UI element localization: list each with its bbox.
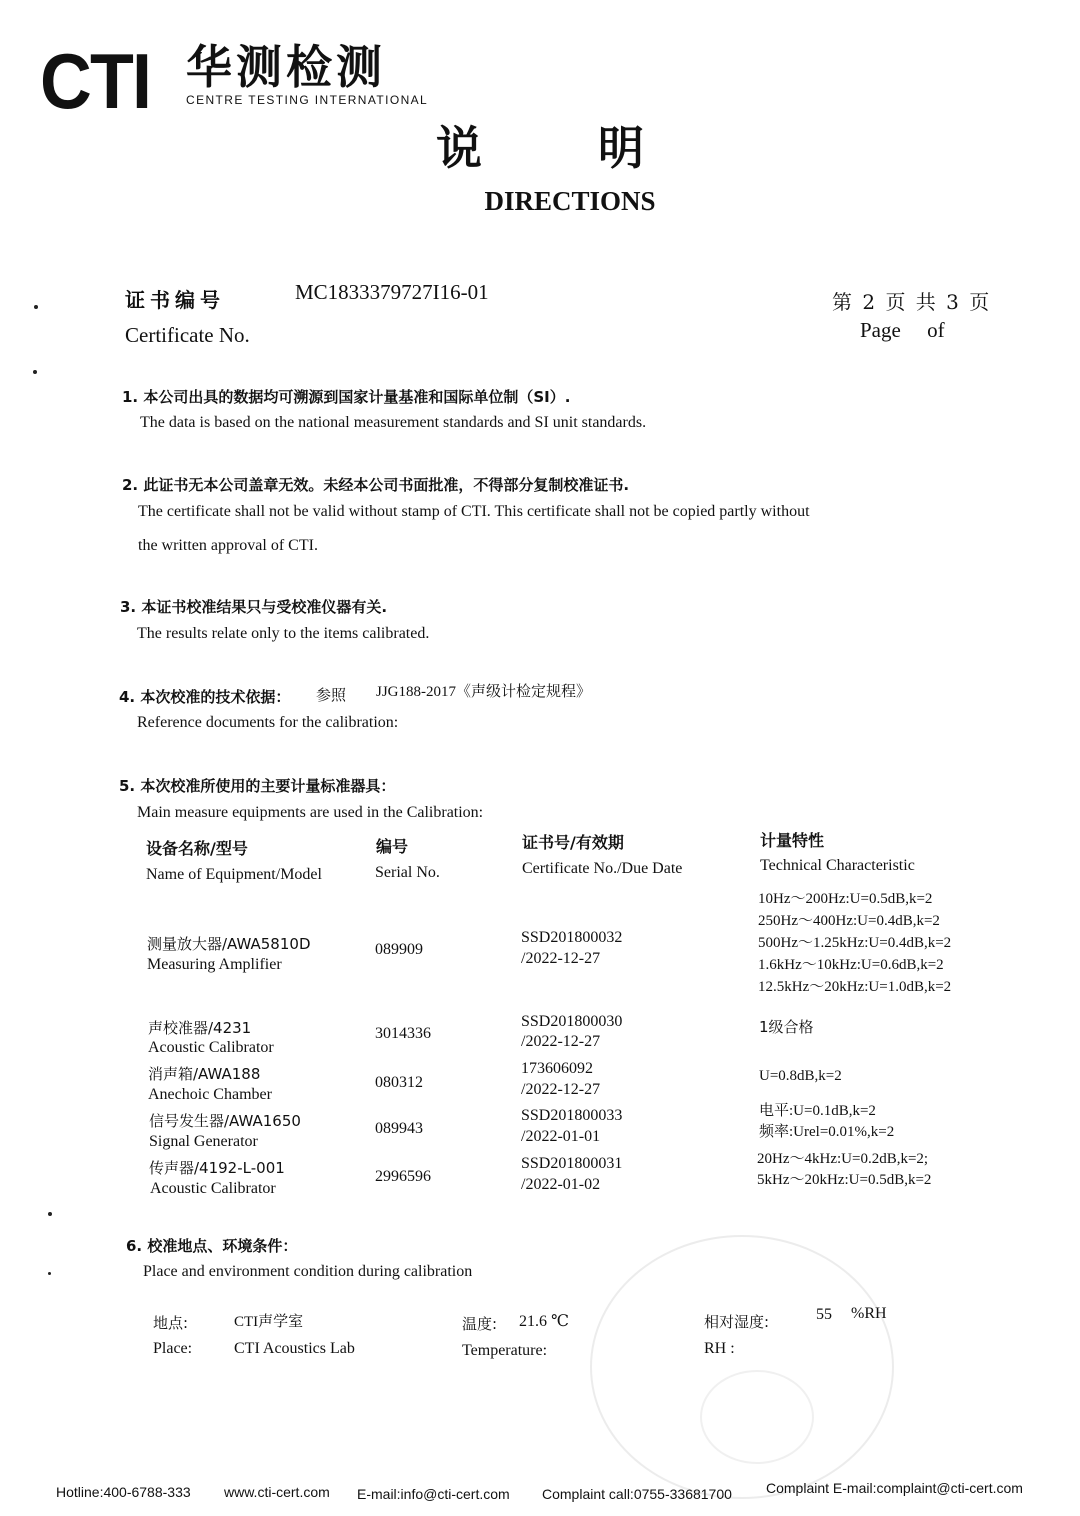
item-3-cn: 3. 本证书校准结果只与受校准仪器有关. xyxy=(120,598,388,616)
row-4-cert: SSD201800033 xyxy=(521,1107,623,1124)
footer-website[interactable]: www.cti-cert.com xyxy=(224,1484,330,1500)
row-4-due: /2022-01-01 xyxy=(521,1128,601,1145)
item-2-cn: 2. 此证书无本公司盖章无效。未经本公司书面批准，不得部分复制校准证书. xyxy=(122,476,630,494)
row-1-char-1: 10Hz～200Hz:U=0.5dB,k=2 xyxy=(758,891,933,907)
item-5-en: Main measure equipments are used in the Calibration: xyxy=(137,804,484,821)
row-4-name-en: Signal Generator xyxy=(149,1133,258,1150)
row-1-cert: SSD201800032 xyxy=(521,929,623,946)
row-2-name-cn: 声校准器/4231 xyxy=(148,1019,252,1037)
footer-complaint-email[interactable]: Complaint E-mail:complaint@cti-cert.com xyxy=(766,1480,1023,1496)
row-1-char-5: 12.5kHz～20kHz:U=1.0dB,k=2 xyxy=(758,979,952,995)
scan-mark xyxy=(48,1272,51,1275)
row-1-name-cn: 测量放大器/AWA5810D xyxy=(147,935,311,953)
item-6-en: Place and environment condition during calibration xyxy=(143,1263,473,1280)
header-char-cn: 计量特性 xyxy=(760,831,825,850)
page-number-cn: 第 2 页 共 3 页 xyxy=(832,290,992,314)
item-4-cn: 4. 本次校准的技术依据： xyxy=(119,688,291,706)
row-1-char-4: 1.6kHz～10kHz:U=0.6dB,k=2 xyxy=(758,957,944,973)
item-3-en: The results relate only to the items calibrated. xyxy=(137,625,430,642)
header-equipment-cn: 设备名称/型号 xyxy=(146,839,248,858)
item-4-ref-doc: JJG188-2017《声级计检定规程》 xyxy=(376,684,592,700)
page-title-en: DIRECTIONS xyxy=(484,186,656,216)
row-3-due: /2022-12-27 xyxy=(521,1081,601,1098)
row-1-serial: 089909 xyxy=(375,941,423,958)
place-value-cn: CTI声学室 xyxy=(234,1314,304,1330)
footer-hotline: Hotline:400-6788-333 xyxy=(56,1484,191,1500)
item-6-cn: 6. 校准地点、环境条件： xyxy=(126,1237,298,1255)
stamp-impression-inner xyxy=(700,1370,814,1464)
row-5-char-2: 5kHz～20kHz:U=0.5dB,k=2 xyxy=(757,1172,932,1188)
row-4-char-2: 频率:Urel=0.01%,k=2 xyxy=(759,1124,895,1140)
row-4-char-1: 电平:U=0.1dB,k=2 xyxy=(759,1103,876,1119)
item-5-cn: 5. 本次校准所使用的主要计量标准器具： xyxy=(119,777,396,795)
row-5-serial: 2996596 xyxy=(375,1168,431,1185)
place-label-en: Place: xyxy=(153,1340,193,1357)
item-4-ref-label: 参照 xyxy=(316,686,347,704)
row-2-char-1: 1级合格 xyxy=(759,1018,814,1036)
place-label-cn: 地点: xyxy=(153,1314,189,1332)
rh-label-cn: 相对湿度: xyxy=(704,1313,770,1331)
row-3-name-en: Anechoic Chamber xyxy=(148,1086,272,1103)
certificate-label-en: Certificate No. xyxy=(125,323,250,347)
item-4-en: Reference documents for the calibration: xyxy=(137,714,399,731)
rh-value: 55 xyxy=(816,1306,832,1323)
row-4-serial: 089943 xyxy=(375,1120,423,1137)
row-3-serial: 080312 xyxy=(375,1074,423,1091)
header-serial-en: Serial No. xyxy=(375,864,440,881)
item-2-en-cont: the written approval of CTI. xyxy=(138,537,318,554)
row-5-due: /2022-01-02 xyxy=(521,1176,601,1193)
row-5-name-en: Acoustic Calibrator xyxy=(150,1180,276,1197)
row-3-cert: 173606092 xyxy=(521,1060,593,1077)
row-2-serial: 3014336 xyxy=(375,1025,431,1042)
row-3-char-1: U=0.8dB,k=2 xyxy=(759,1068,842,1084)
logo-name-en: CENTRE TESTING INTERNATIONAL xyxy=(186,93,429,107)
item-2-en: The certificate shall not be valid without stamp of CTI. This certificate shall not be copied partly without xyxy=(138,503,810,520)
row-2-due: /2022-12-27 xyxy=(521,1033,601,1050)
item-1-cn: 1. 本公司出具的数据均可溯源到国家计量基准和国际单位制（SI）. xyxy=(122,388,571,406)
logo-cti: CTI xyxy=(40,37,151,125)
row-3-name-cn: 消声箱/AWA188 xyxy=(148,1065,261,1083)
footer-email[interactable]: E-mail:info@cti-cert.com xyxy=(357,1486,510,1502)
temperature-value: 21.6 ℃ xyxy=(519,1313,569,1330)
header-char-en: Technical Characteristic xyxy=(760,857,915,874)
header-serial-cn: 编号 xyxy=(376,837,409,856)
row-2-name-en: Acoustic Calibrator xyxy=(148,1039,274,1056)
footer-complaint-call: Complaint call:0755-33681700 xyxy=(542,1486,732,1502)
certificate-label-cn: 证书编号 xyxy=(125,288,225,312)
header-equipment-en: Name of Equipment/Model xyxy=(146,866,322,883)
row-5-char-1: 20Hz～4kHz:U=0.2dB,k=2; xyxy=(757,1151,929,1167)
rh-unit: %RH xyxy=(851,1305,887,1322)
row-1-char-3: 500Hz～1.25kHz:U=0.4dB,k=2 xyxy=(758,935,952,951)
row-5-name-cn: 传声器/4192-L-001 xyxy=(149,1159,285,1177)
logo-name-cn: 华测检测 xyxy=(186,40,386,94)
item-1-en: The data is based on the national measurement standards and SI unit standards. xyxy=(140,414,647,431)
rh-label-en: RH : xyxy=(704,1340,735,1357)
row-1-due: /2022-12-27 xyxy=(521,950,601,967)
place-value-en: CTI Acoustics Lab xyxy=(234,1340,355,1357)
page-title-cn: 说 明 xyxy=(435,121,694,175)
temperature-label-en: Temperature: xyxy=(462,1342,548,1359)
temperature-label-cn: 温度: xyxy=(462,1315,498,1333)
row-2-cert: SSD201800030 xyxy=(521,1013,623,1030)
row-5-cert: SSD201800031 xyxy=(521,1155,623,1172)
page-number-en: Page of xyxy=(860,318,945,342)
header-cert-cn: 证书号/有效期 xyxy=(522,833,624,852)
scan-mark xyxy=(33,370,37,374)
scan-mark xyxy=(48,1212,52,1216)
scan-mark xyxy=(34,305,38,309)
header-cert-en: Certificate No./Due Date xyxy=(522,860,683,877)
row-1-name-en: Measuring Amplifier xyxy=(147,956,282,973)
certificate-number: MC1833379727I16-01 xyxy=(295,280,489,304)
row-4-name-cn: 信号发生器/AWA1650 xyxy=(149,1112,301,1130)
row-1-char-2: 250Hz～400Hz:U=0.4dB,k=2 xyxy=(758,913,940,929)
